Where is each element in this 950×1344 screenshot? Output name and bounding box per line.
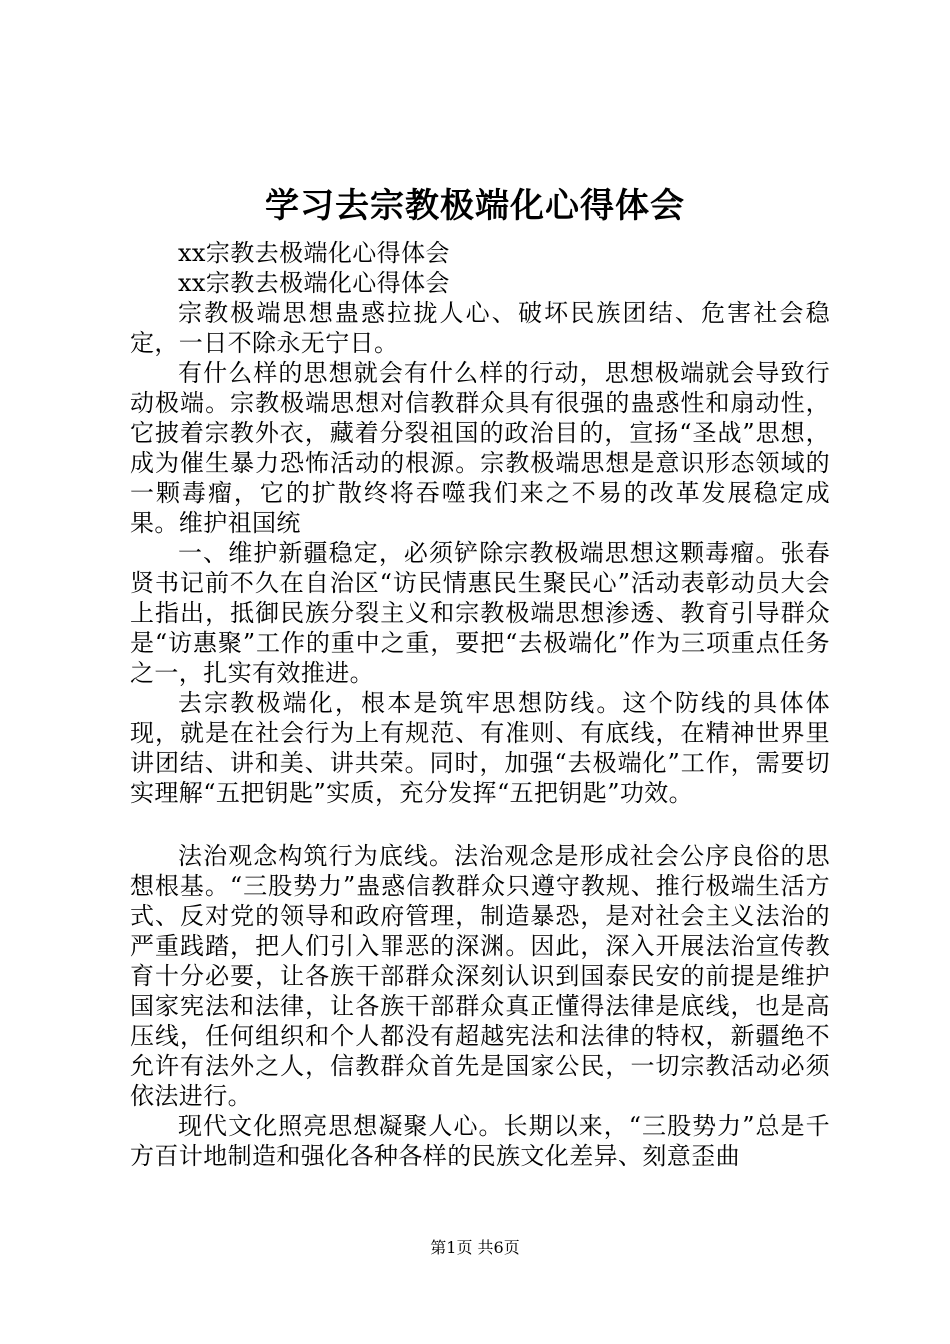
paragraph-5: 一、维护新疆稳定，必须铲除宗教极端思想这颗毒瘤。张春贤书记前不久在自治区“访民情惠民生聚民心”活动表彰动员大会上指出，抵御民族分裂主义和宗教极端思想渗透、教育引导群众是“访惠聚”工作的重中之重，要把“去极端化”作为三项重点任务之一，扎实有效推进。 (130, 539, 830, 687)
paragraph-8: 现代文化照亮思想凝聚人心。长期以来，“三股势力”总是千方百计地制造和强化各种各样的民族文化差异、刻意歪曲 (130, 1112, 830, 1170)
document-body (130, 238, 830, 1171)
paragraph-3: 宗教极端思想蛊惑拉拢人心、破坏民族团结、危害社会稳定，一日不除永无宁日。 (130, 299, 830, 357)
paragraph-4: 有什么样的思想就会有什么样的行动，思想极端就会导致行动极端。宗教极端思想对信教群众具有很强的蛊惑性和扇动性，它披着宗教外衣，藏着分裂祖国的政治目的，宣扬“圣战”思想，成为催生暴力恐怖活动的根源。宗教极端思想是意识形态领域的一颗毒瘤，它的扩散终将吞噬我们来之不易的改革发展稳定成果。维护祖国统 (130, 359, 830, 537)
paragraph-7: 法治观念构筑行为底线。法治观念是形成社会公序良俗的思想根基。“三股势力”蛊惑信教群众只遵守教规、推行极端生活方式、反对党的领导和政府管理，制造暴恐，是对社会主义法治的严重践踏，把人们引入罪恶的深渊。因此，深入开展法治宣传教育十分必要，让各族干部群众深刻认识到国泰民安的前提是维护国家宪法和法律，让各族干部群众真正懂得法律是底线，也是高压线，任何组织和个人都没有超越宪法和法律的特权，新疆绝不允许有法外之人，信教群众首先是国家公民，一切宗教活动必须依法进行。 (130, 842, 830, 1110)
paragraph-gap (130, 808, 830, 841)
document-title: 学习去宗教极端化心得体会 (265, 186, 685, 226)
page-footer: 第1页 共6页 (430, 1238, 520, 1257)
paragraph-1: xx宗教去极端化心得体会 (178, 239, 450, 267)
paragraph-2: xx宗教去极端化心得体会 (178, 269, 450, 297)
paragraph-6: 去宗教极端化，根本是筑牢思想防线。这个防线的具体体现，就是在社会行为上有规范、有准则、有底线，在精神世界里讲团结、讲和美、讲共荣。同时，加强“去极端化”工作，需要切实理解“五把钥匙”实质，充分发挥“五把钥匙”功效。 (130, 689, 830, 807)
